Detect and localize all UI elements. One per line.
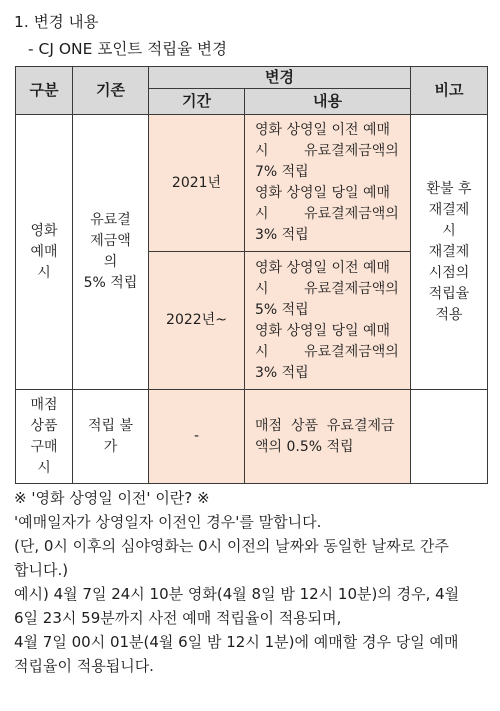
- row2-category-cell: [16, 390, 73, 484]
- note-exception-line1: (단, 0시 이후의 심야영화는 0시 이전의 날짜와 동일한 날짜로 간주: [14, 537, 449, 555]
- header-category: 구분: [16, 67, 73, 115]
- row2-before-cell: [73, 390, 149, 484]
- row2-note: [411, 390, 488, 484]
- row1-period-2022: 2022년~: [149, 252, 245, 390]
- row2-category: 매점 상품 구매 시: [30, 396, 58, 476]
- row2-period: -: [149, 390, 245, 484]
- note-exception-line2: 합니다.): [14, 561, 69, 579]
- change-table: [15, 66, 488, 484]
- row1-category: 영화 예매 시: [30, 222, 58, 281]
- header-content: 내용: [245, 89, 411, 115]
- notes-block: [14, 486, 490, 678]
- header-note: 비고: [411, 67, 488, 115]
- row1-content-2022: 영화 상영일 이전 예매 시 유료결제금액의 5% 적립 영화 상영일 당일 예매 시 유료결제금액의 3% 적립: [255, 259, 399, 381]
- note-example-line2: 6일 23시 59분까지 사전 예매 적립율이 적용되며,: [14, 609, 342, 627]
- row2-content-cell: [245, 390, 411, 484]
- header-period: 기간: [149, 89, 245, 115]
- section-subheading: - CJ ONE 포인트 적립율 변경: [28, 40, 227, 58]
- row1-before-cell: [73, 115, 149, 390]
- row1-note-cell: [411, 115, 488, 390]
- row2-before: 적립 불 가: [87, 417, 134, 455]
- note-example-line1: 예시) 4월 7일 24시 10분 영화(4월 8일 밤 12시 10분)의 경우, 4월: [14, 585, 460, 603]
- row1-before: 유료결 제금액 의 5% 적립: [83, 212, 138, 291]
- header-change: 변경: [149, 67, 411, 89]
- header-before: 기존: [73, 67, 149, 115]
- note-example-line3: 4월 7일 00시 01분(4월 6일 밤 12시 1분)에 예매할 경우 당일 예매: [14, 633, 459, 651]
- row1-note: 환불 후 재결제 시 재결제 시점의 적립율 적용: [426, 180, 472, 323]
- row2-content: 매점 상품 유료결제금 액의 0.5% 적립: [255, 417, 395, 455]
- note-definition: '예매일자가 상영일자 이전인 경우'를 말합니다.: [14, 513, 322, 531]
- note-example-line4: 적립율이 적용됩니다.: [14, 657, 154, 675]
- row1-content-2022-cell: [245, 252, 411, 390]
- row1-content-2021: 영화 상영일 이전 예매 시 유료결제금액의 7% 적립 영화 상영일 당일 예매 시 유료결제금액의 3% 적립: [255, 122, 399, 243]
- row1-period-2021: 2021년: [149, 115, 245, 252]
- row1-content-2021-cell: [245, 115, 411, 252]
- note-title: ※ '영화 상영일 이전' 이란? ※: [14, 489, 210, 507]
- section-heading: 1. 변경 내용: [14, 13, 99, 31]
- row1-category-cell: [16, 115, 73, 390]
